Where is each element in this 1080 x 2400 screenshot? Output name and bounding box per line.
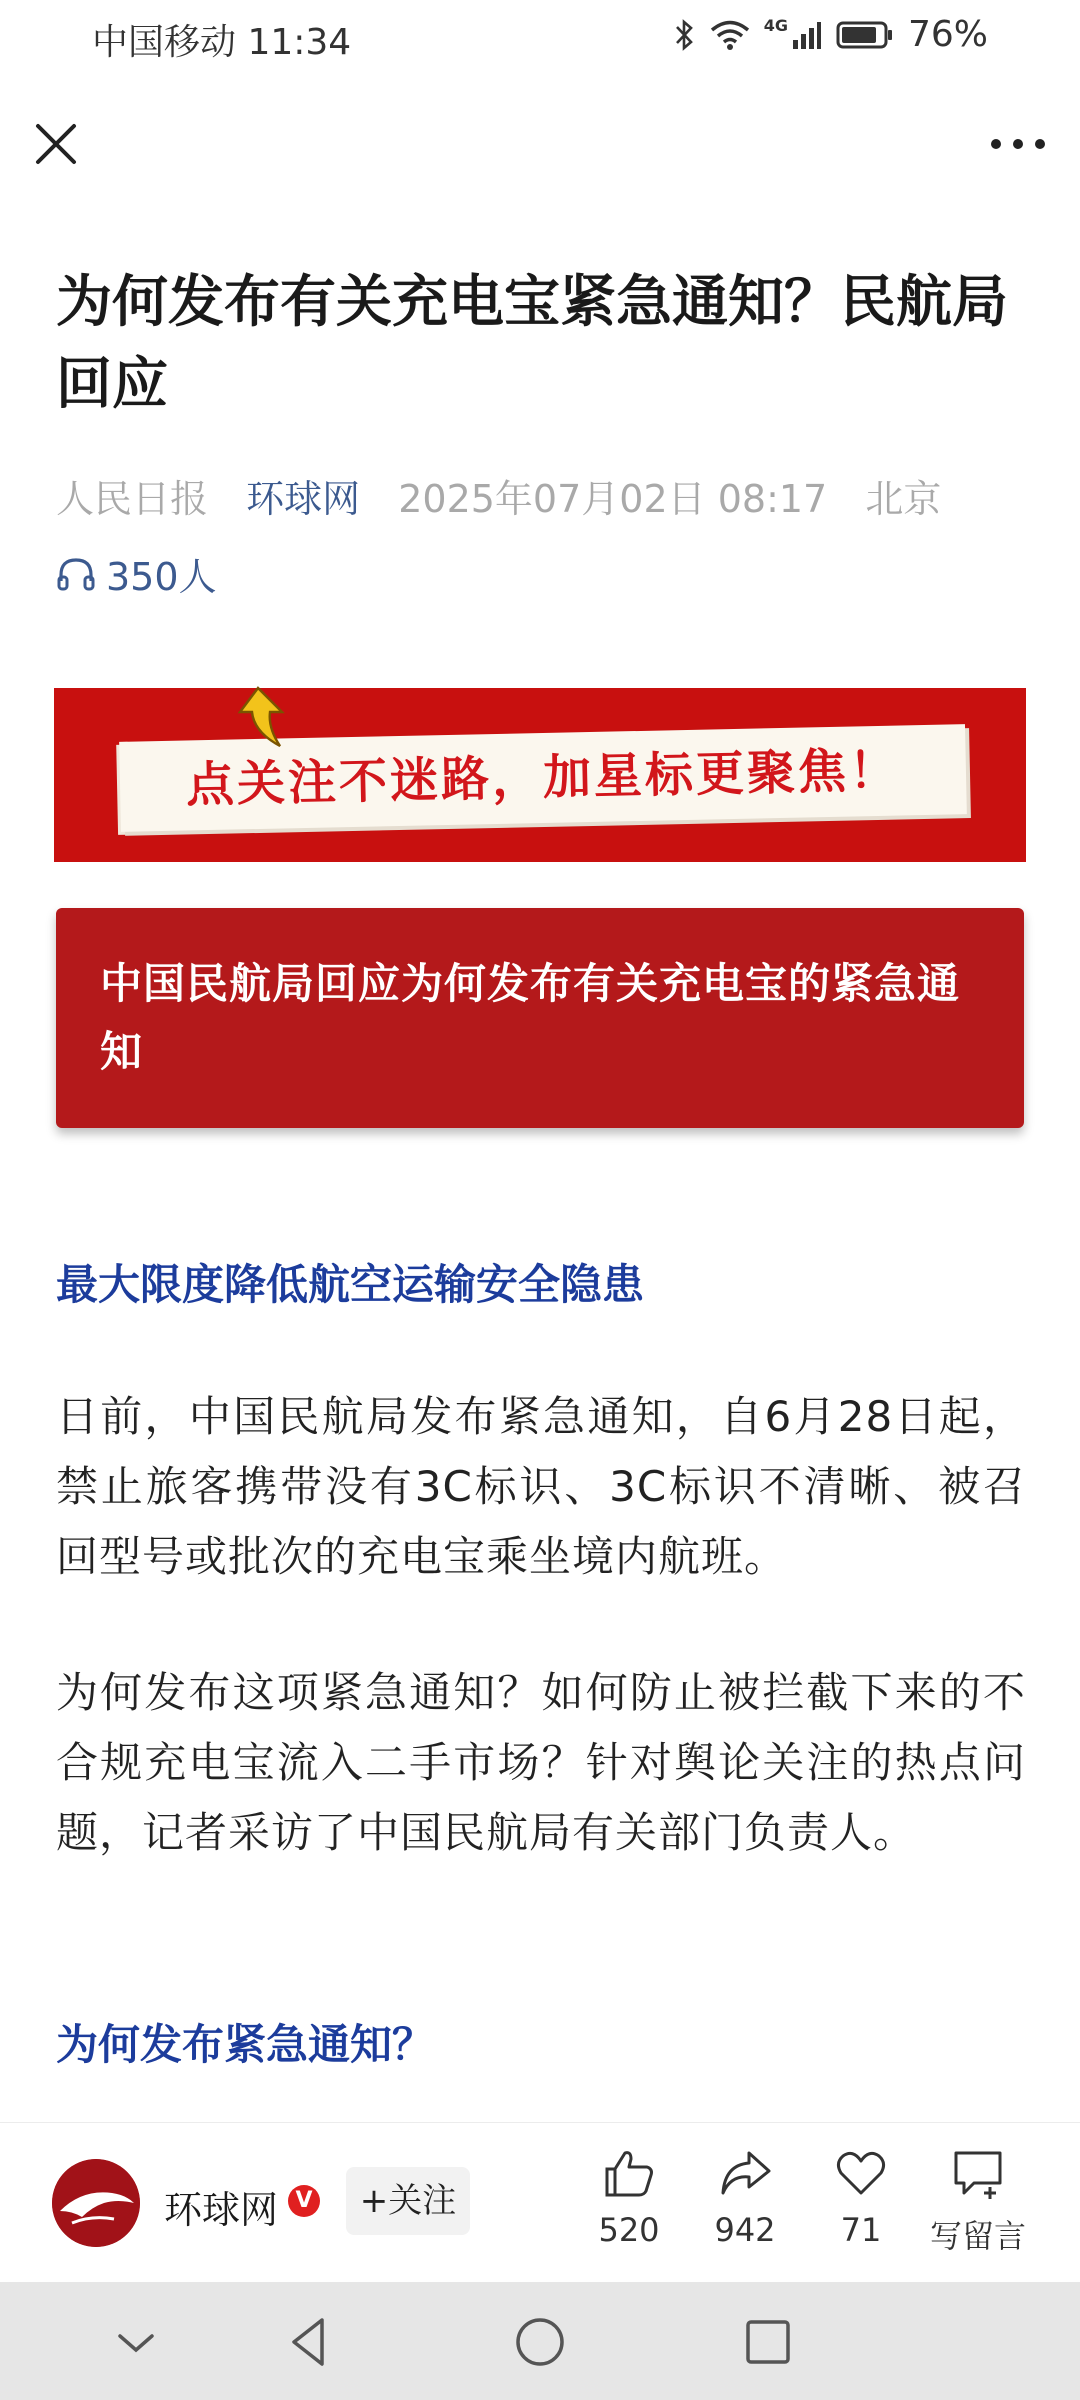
top-toolbar: [0, 100, 1080, 190]
paragraph-1: 日前，中国民航局发布紧急通知，自6月28日起，禁止旅客携带没有3C标识、3C标识不清晰、被召回型号或批次的充电宝乘坐境内航班。: [56, 1392, 1026, 1581]
system-nav-bar: [0, 2282, 1080, 2400]
publish-datetime: 2025年07月02日 08:17: [398, 477, 828, 521]
article-title: 为何发布有关充电宝紧急通知？民航局回应: [56, 270, 1008, 417]
battery-percent: 76%: [907, 14, 988, 55]
status-bar: [0, 0, 1080, 80]
like-button[interactable]: [574, 2145, 684, 2249]
share-count: 942: [714, 2211, 776, 2249]
verified-badge: V: [288, 2185, 320, 2217]
comment-label: 写留言: [929, 2217, 1026, 2255]
banner-text: 点关注不迷路，加星标更聚焦！: [185, 742, 901, 814]
battery-icon: [836, 20, 894, 50]
favorite-count: 71: [840, 2211, 882, 2249]
share-button[interactable]: [690, 2145, 800, 2249]
listen-count[interactable]: [56, 546, 217, 601]
chevron-down-icon[interactable]: [106, 2312, 166, 2372]
wifi-icon: [710, 19, 750, 51]
headphones-icon: [56, 555, 96, 593]
source-link[interactable]: 环球网: [246, 477, 361, 521]
bottom-action-bar: [0, 2122, 1080, 2283]
paragraph-2: 为何发布这项紧急通知？如何防止被拦截下来的不合规充电宝流入二手市场？针对舆论关注的热点问题，记者采访了中国民航局有关部门负责人。: [56, 1668, 1026, 1857]
close-icon[interactable]: [30, 118, 82, 170]
comment-icon: [950, 2145, 1006, 2201]
follow-button[interactable]: +关注: [346, 2167, 470, 2235]
publisher-name[interactable]: 环球网: [164, 2188, 279, 2232]
network-type: 4G: [763, 16, 788, 35]
carrier-label: 中国移动: [92, 22, 237, 63]
back-icon[interactable]: [280, 2312, 340, 2372]
more-icon[interactable]: [986, 120, 1050, 168]
signal-icon: [792, 20, 822, 50]
share-icon: [717, 2145, 773, 2201]
subheading-1: 最大限度降低航空运输安全隐患: [56, 1260, 645, 1309]
publish-location: 北京: [865, 477, 942, 521]
heart-icon: [833, 2145, 889, 2201]
listener-count: 350人: [106, 555, 217, 599]
outlet-name: 人民日报: [56, 477, 209, 521]
thumbs-up-icon: [601, 2145, 657, 2201]
publisher-logo-icon: [52, 2159, 140, 2247]
clock: 11:34: [247, 22, 352, 63]
arrow-up-icon: [236, 684, 296, 754]
follow-banner: [54, 688, 1026, 862]
headline-box: [56, 908, 1024, 1128]
bluetooth-icon: [674, 18, 696, 52]
subheading-2: 为何发布紧急通知？: [56, 2020, 435, 2069]
headline-box-text: 中国民航局回应为何发布有关充电宝的紧急通知: [100, 959, 961, 1076]
favorite-button[interactable]: [806, 2145, 916, 2249]
article-meta: [56, 468, 967, 523]
comment-button[interactable]: [918, 2145, 1038, 2257]
like-count: 520: [598, 2211, 660, 2249]
home-icon[interactable]: [510, 2312, 570, 2372]
publisher-avatar[interactable]: [52, 2159, 140, 2247]
recents-icon[interactable]: [738, 2312, 798, 2372]
